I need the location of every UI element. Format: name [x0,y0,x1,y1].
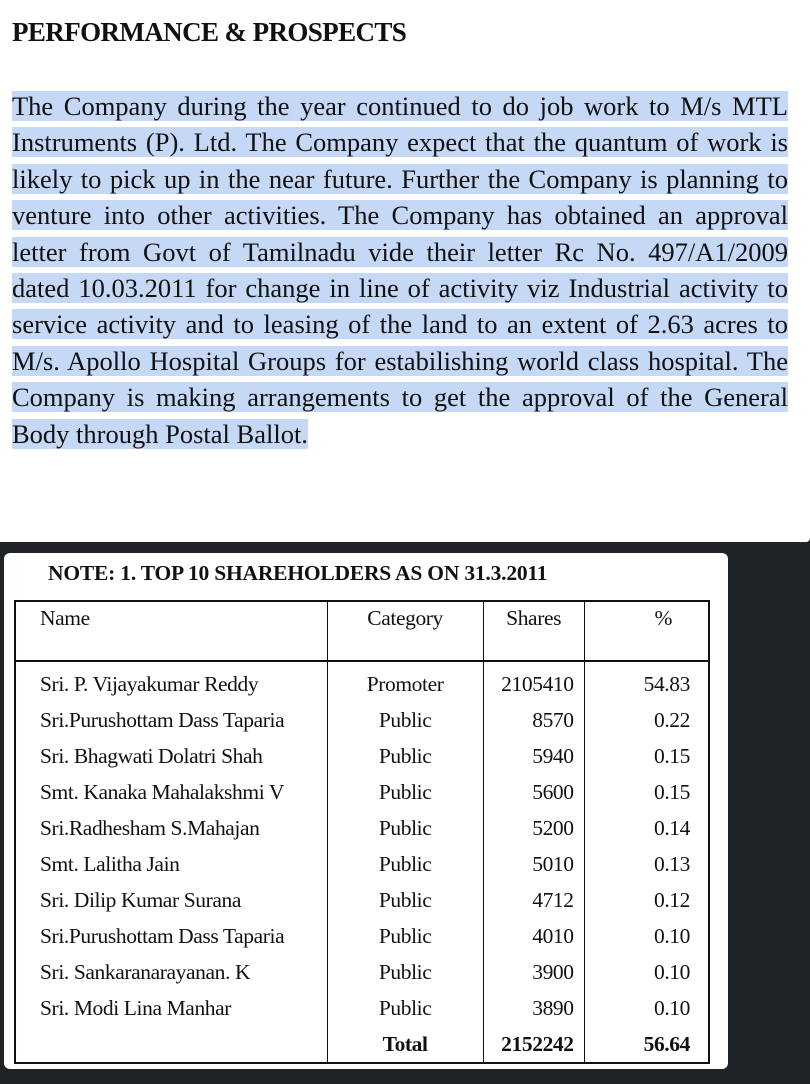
cell-percent: 0.22 [584,702,709,738]
table-row [15,882,709,918]
cell-name: Smt. Lalitha Jain [15,846,327,882]
cell-name: Sri. P. Vijayakumar Reddy [15,661,327,702]
cell-category: Public [327,846,483,882]
cell-percent: 0.10 [584,954,709,990]
cell-category: Public [327,918,483,954]
table-row [15,918,709,954]
cell-category: Public [327,702,483,738]
cell-category: Public [327,774,483,810]
cell-percent: 0.13 [584,846,709,882]
table-row [15,846,709,882]
cell-category: Public [327,882,483,918]
total-spacer [15,1026,327,1063]
table-row [15,661,709,702]
cell-category: Promoter [327,661,483,702]
cell-name: Sri.Purushottam Dass Taparia [15,702,327,738]
table-row [15,774,709,810]
table-row [15,702,709,738]
cell-name: Sri. Sankaranarayanan. K [15,954,327,990]
table-header-row [15,601,709,661]
cell-name: Smt. Kanaka Mahalakshmi V [15,774,327,810]
cell-category: Public [327,738,483,774]
total-percent: 56.64 [584,1026,709,1063]
cell-category: Public [327,990,483,1026]
cell-category: Public [327,810,483,846]
cell-shares: 3900 [483,954,584,990]
cell-percent: 0.10 [584,918,709,954]
cell-shares: 8570 [483,702,584,738]
table-row [15,738,709,774]
table-total-row [15,1026,709,1063]
total-label: Total [327,1026,483,1063]
cell-name: Sri. Modi Lina Manhar [15,990,327,1026]
cell-shares: 3890 [483,990,584,1026]
section-heading: PERFORMANCE & PROSPECTS [12,17,407,47]
note-title: NOTE: 1. TOP 10 SHAREHOLDERS AS ON 31.3.2011 [48,561,548,585]
column-header-shares: Shares [483,601,584,661]
cell-shares: 4712 [483,882,584,918]
cell-shares: 5200 [483,810,584,846]
table-row [15,990,709,1026]
cell-name: Sri. Bhagwati Dolatri Shah [15,738,327,774]
column-header-name: Name [15,601,327,661]
cell-shares: 2105410 [483,661,584,702]
shareholders-table [14,600,710,1064]
cell-percent: 0.12 [584,882,709,918]
table-body [15,661,709,1063]
cell-name: Sri. Dilip Kumar Surana [15,882,327,918]
cell-category: Public [327,954,483,990]
column-header-category: Category [327,601,483,661]
total-shares: 2152242 [483,1026,584,1063]
cell-name: Sri.Radhesham S.Mahajan [15,810,327,846]
highlighted-selection[interactable]: The Company during the year continued to do job work to M/s MTL Instruments (P). Ltd. The Company expect that the quantum of work is likely to pick up in the near future. Further the Company is planning to venture into other activities. The Company has obtained an approval letter from Govt of Tamilnadu vide their letter Rc No. 497/A1/2009 dated 10.03.2011 for change in line of activity viz Industrial activity to service activity and to leasing of the land to an extent of 2.63 acres to M/s. Apollo Hospital Groups for estabilishing world class hospital. The Company is making arrangements to get the approval of the General Body through Postal Ballot. [12,91,788,449]
cell-shares: 5010 [483,846,584,882]
table-row [15,954,709,990]
cell-percent: 0.14 [584,810,709,846]
cell-percent: 0.15 [584,738,709,774]
cell-shares: 5940 [483,738,584,774]
table-row [15,810,709,846]
column-header-percent: % [584,601,709,661]
prospects-paragraph[interactable] [12,88,788,452]
cell-percent: 0.15 [584,774,709,810]
cell-shares: 5600 [483,774,584,810]
cell-percent: 54.83 [584,661,709,702]
cell-percent: 0.10 [584,990,709,1026]
cell-name: Sri.Purushottam Dass Taparia [15,918,327,954]
shareholders-panel [4,553,728,1069]
cell-shares: 4010 [483,918,584,954]
